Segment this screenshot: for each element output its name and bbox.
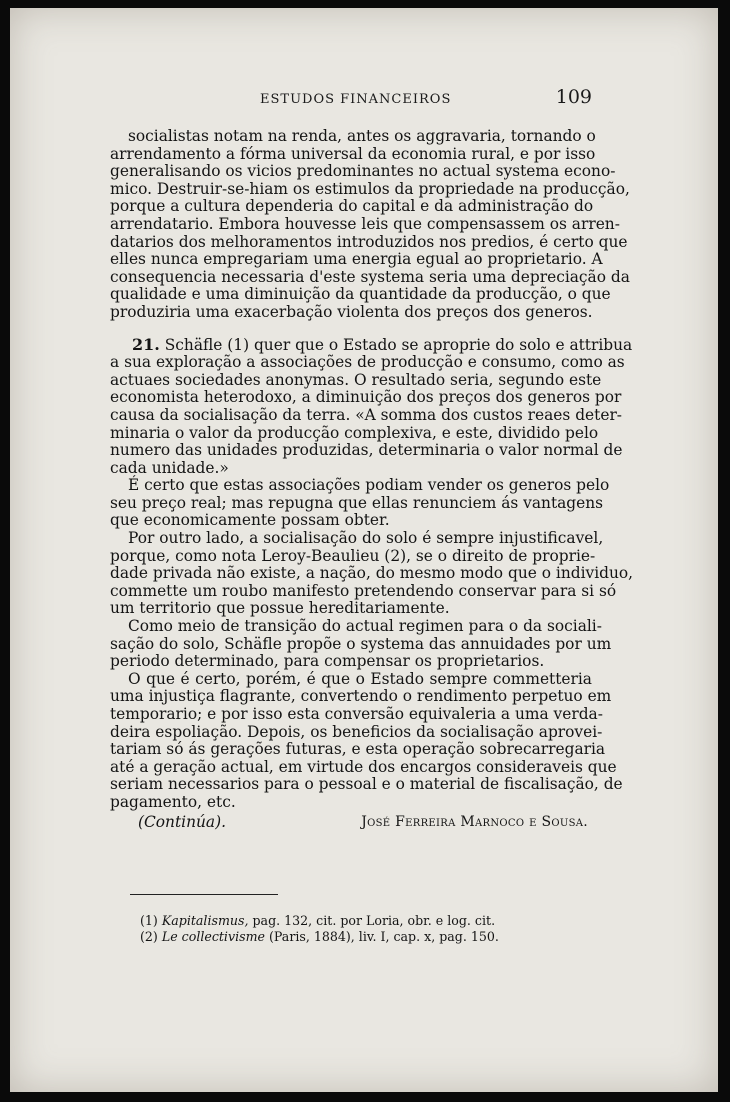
line-text: causa da socialisação da terra. «A somma dos custos reaes deter-: [110, 405, 623, 424]
book-page: [10, 8, 718, 1092]
line-text: Por outro lado, a socialisação do solo é sempre injustificavel,: [128, 529, 604, 548]
text-line: [110, 634, 612, 654]
line-text: dade privada não existe, a nação, do mesmo modo que o individuo,: [110, 564, 634, 583]
paragraph-gap: [110, 322, 592, 336]
section-number: 21.: [132, 334, 160, 354]
line-text: deira espoliação. Depois, os beneficios da socialisação aprovei-: [110, 722, 603, 741]
line-text: arrendamento a fórma universal da economia rural, e por isso: [110, 144, 596, 163]
line-text: consequencia necessaria d'este systema seria uma depreciação da: [110, 267, 630, 286]
line-text: Como meio de transição do actual regimen para o da sociali-: [128, 617, 602, 636]
paragraph: [110, 669, 623, 812]
text-line: [110, 214, 620, 234]
line-text: minaria o valor da producção complexiva, e este, dividido pelo: [110, 423, 599, 442]
line-text: que economicamente possam obter.: [110, 511, 390, 530]
text-line: [110, 529, 604, 548]
line-text: temporario; e por isso esta conversão equivaleria a uma verda-: [110, 705, 603, 723]
line-text: mico. Destruir-se-hiam os estimulos da propriedade na producção,: [110, 179, 630, 198]
text-line: [110, 232, 628, 252]
text-line: [110, 493, 604, 513]
footnote-work-title: Kapitalismus,: [161, 913, 249, 928]
text-line: [110, 546, 596, 566]
text-line: [110, 581, 617, 601]
line-text: numero das unidades produzidas, determinaria o valor normal de: [110, 441, 623, 460]
text-line: [110, 144, 596, 164]
line-text: actuaes sociedades anonymas. O resultado seria, segundo este: [110, 370, 602, 389]
paragraph: [110, 617, 612, 671]
line-text: generalisando os vicios predominantes no actual systema econo-: [110, 162, 616, 181]
author-signature: José Ferreira Marnoco e Sousa.: [361, 813, 588, 830]
paragraph: [110, 334, 633, 478]
body-text: [110, 127, 634, 831]
text-line: [110, 775, 623, 794]
text-line: [110, 334, 633, 355]
text-line: [110, 564, 634, 583]
text-line: [110, 512, 592, 530]
footnotes: [140, 913, 580, 945]
text-line: [110, 405, 623, 425]
footnote-marker: (2): [140, 929, 158, 944]
text-line: [110, 476, 610, 495]
line-text: periodo determinado, para compensar os proprietarios.: [110, 652, 545, 671]
paragraph: [110, 529, 634, 618]
page-number: 109: [555, 86, 592, 108]
text-line: [110, 740, 606, 759]
line-text: pagamento, etc.: [110, 792, 236, 811]
text-line: [110, 722, 603, 742]
line-text: economista heterodoxo, a diminuição dos preços dos generos por: [110, 388, 622, 407]
line-text: produziria uma exacerbação violenta dos preços dos generos.: [110, 302, 593, 321]
text-line: [110, 794, 592, 812]
footnote: [140, 929, 580, 945]
line-text: qualidade e uma diminuição da quantidade da producção, o que: [110, 285, 611, 304]
text-line: [110, 687, 612, 706]
line-text: cada unidade.»: [110, 458, 229, 477]
line-text: arrendatario. Embora houvesse leis que compensassem os arren-: [110, 214, 620, 233]
line-text: tariam só ás gerações futuras, e esta operação sobrecarregaria: [110, 740, 606, 759]
line-text: commette um roubo manifesto pretendendo conservar para si só: [110, 581, 617, 600]
line-text: porque a cultura dependeria do capital e da administração do: [110, 197, 594, 216]
line-text: seriam necessarios para o pessoal e o material de fiscalisação, de: [110, 775, 623, 794]
text-line: [110, 460, 592, 478]
text-line: [110, 285, 611, 304]
line-text: sação do solo, Schäfle propõe o systema das annuidades por um: [110, 634, 612, 653]
text-line: [110, 653, 592, 671]
signature-row: [110, 814, 592, 832]
text-line: [110, 757, 617, 777]
line-text: Schäfle (1) quer que o Estado se aproprie do solo e attribua: [164, 335, 633, 354]
line-text: datarios dos melhoramentos introduzidos nos predios, é certo que: [110, 232, 628, 251]
line-text: socialistas notam na renda, antes os aggravaria, tornando o: [128, 127, 596, 145]
text-line: [110, 353, 625, 372]
footnote-rule: [130, 894, 278, 895]
continued-note: (Continúa).: [138, 812, 226, 831]
line-text: seu preço real; mas repugna que ellas renunciem ás vantagens: [110, 493, 604, 512]
text-line: [110, 162, 616, 181]
footnote-text: pag. 132, cit. por Loria, obr. e log. cit.: [252, 913, 496, 928]
paragraph: [110, 127, 630, 322]
line-text: uma injustiça flagrante, convertendo o rendimento perpetuo em: [110, 687, 612, 706]
text-line: [110, 705, 603, 724]
text-line: [110, 423, 599, 443]
footnote-marker: (1): [140, 913, 158, 928]
line-text: até a geração actual, em virtude dos encargos consideraveis que: [110, 757, 617, 776]
text-line: [110, 600, 592, 618]
line-text: O que é certo, porém, é que o Estado sempre commetteria: [128, 669, 592, 688]
footnote-text: (Paris, 1884), liv. I, cap. x, pag. 150.: [268, 929, 499, 944]
footnote-work-title: Le collectivisme: [161, 929, 265, 944]
text-line: [110, 617, 602, 636]
text-line: [110, 388, 622, 407]
line-text: É certo que estas associações podiam vender os generos pelo: [128, 476, 610, 495]
text-line: [110, 179, 630, 199]
line-text: porque, como nota Leroy-Beaulieu (2), se o direito de proprie-: [110, 546, 596, 565]
text-line: [110, 267, 630, 287]
paragraph: [110, 476, 610, 530]
text-line: [110, 250, 603, 269]
line-text: um territorio que possue hereditariamente.: [110, 599, 450, 618]
paragraph-list: [110, 127, 634, 812]
line-text: elles nunca empregariam uma energia egual ao proprietario. A: [110, 250, 603, 269]
text-line: [110, 198, 592, 216]
line-text: a sua exploração a associações de producção e consumo, como as: [110, 353, 625, 372]
text-line: [110, 370, 602, 390]
text-line: [110, 671, 592, 689]
text-line: [110, 441, 623, 460]
page-header: [110, 86, 600, 112]
text-line: [110, 127, 596, 146]
footnote: [140, 913, 580, 929]
text-line: [110, 304, 592, 322]
running-title: ESTUDOS FINANCEIROS: [260, 92, 452, 107]
